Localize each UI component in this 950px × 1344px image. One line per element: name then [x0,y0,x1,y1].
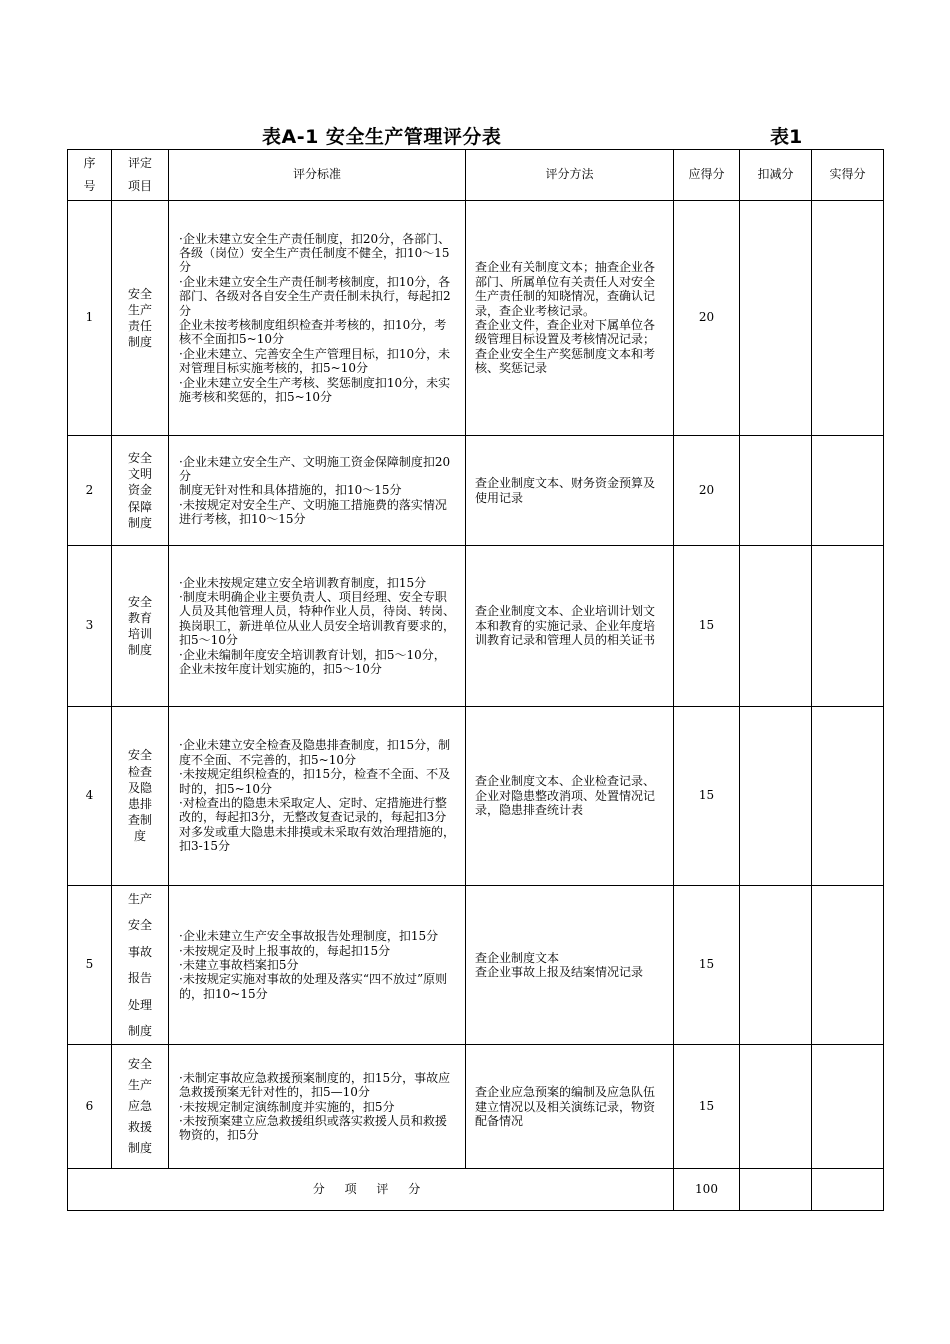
summary-deduct[interactable] [740,1169,812,1211]
row-due: 15 [674,886,740,1045]
row-actual[interactable] [812,436,884,546]
scoring-table [67,149,884,1211]
row-item: 安全 文明 资金 保障 制度 [112,436,169,546]
row-method: 查企业制度文本、企业培训计划文本和教育的实施记录、企业年度培训教育记录和管理人员的相关证书 [466,546,674,707]
summary-actual[interactable] [812,1169,884,1211]
row-deduct[interactable] [740,546,812,707]
summary-label: 分 项 评 分 [68,1169,674,1211]
row-actual[interactable] [812,201,884,436]
row-due: 15 [674,1045,740,1169]
row-actual[interactable] [812,886,884,1045]
header-row [68,150,884,201]
header-deduct: 扣减分 [740,150,812,201]
row-criteria: ·企业未建立安全生产责任制度，扣20分，各部门、各级（岗位）安全生产责任制度不健全，扣10～15分 ·企业未建立安全生产责任制考核制度，扣10分，各部门、各级对各自安全生产责任制未执行，每起扣2分 企业未按考核制度组织检查并考核的，扣10分，考核不全面扣5~10分 ·企业未建立、完善安全生产管理目标，扣10分，未对管理目标实施考核的，扣5~10分 ·企业未建立安全生产考核、奖惩制度扣10分，未实施考核和奖惩的，扣5~10分 [169,201,466,436]
row-deduct[interactable] [740,886,812,1045]
row-actual[interactable] [812,707,884,886]
row-seq: 4 [68,707,112,886]
row-criteria: ·企业未建立生产安全事故报告处理制度，扣15分 ·未按规定及时上报事故的，每起扣15分 ·未建立事故档案扣5分 ·未按规定实施对事故的处理及落实“四不放过”原则的，扣10~15分 [169,886,466,1045]
row-seq: 6 [68,1045,112,1169]
header-criteria: 评分标准 [169,150,466,201]
row-method: 查企业制度文本、财务资金预算及使用记录 [466,436,674,546]
row-actual[interactable] [812,1045,884,1169]
header-method: 评分方法 [466,150,674,201]
row-criteria: ·企业未建立安全生产、文明施工资金保障制度扣20分 制度无针对性和具体措施的，扣10～15分 ·未按规定对安全生产、文明施工措施费的落实情况进行考核，扣10～15分 [169,436,466,546]
row-criteria: ·企业未按规定建立安全培训教育制度，扣15分 ·制度未明确企业主要负责人、项目经理、安全专职人员及其他管理人员，特种作业人员，待岗、转岗、换岗职工，新进单位从业人员安全培训教育要求的，扣5～10分 ·企业未编制年度安全培训教育计划，扣5～10分，企业未按年度计划实施的，扣5～10分 [169,546,466,707]
row-due: 15 [674,707,740,886]
row-due: 20 [674,201,740,436]
row-method: 查企业有关制度文本；抽查企业各部门、所属单位有关责任人对安全生产责任制的知晓情况，查确认记录，查企业考核记录。 查企业文件，查企业对下属单位各级管理目标设置及考核情况记录；查企业安全生产奖惩制度文本和考核、奖惩记录 [466,201,674,436]
row-method: 查企业制度文本、企业检查记录、企业对隐患整改消项、处置情况记录，隐患排查统计表 [466,707,674,886]
row-seq: 3 [68,546,112,707]
table-row [68,1045,884,1169]
row-due: 20 [674,436,740,546]
summary-row [68,1169,884,1211]
table-number: 表1 [770,126,803,148]
row-seq: 1 [68,201,112,436]
row-item: 生产 安全 事故 报告 处理 制度 [112,886,169,1045]
table-row [68,707,884,886]
row-item: 安全 生产 责任 制度 [112,201,169,436]
row-deduct[interactable] [740,1045,812,1169]
header-actual: 实得分 [812,150,884,201]
row-deduct[interactable] [740,436,812,546]
row-seq: 5 [68,886,112,1045]
row-item: 安全 教育 培训 制度 [112,546,169,707]
row-item: 安全 检查 及隐 患排 查制 度 [112,707,169,886]
row-criteria: ·未制定事故应急救援预案制度的，扣15分，事故应急救援预案无针对性的，扣5—10分 ·未按规定制定演练制度并实施的，扣5分 ·未按预案建立应急救援组织或落实救援人员和救援物资的，扣5分 [169,1045,466,1169]
table-row [68,546,884,707]
row-due: 15 [674,546,740,707]
row-criteria: ·企业未建立安全检查及隐患排查制度，扣15分，制度不全面、不完善的，扣5~10分 ·未按规定组织检查的，扣15分，检查不全面、不及时的，扣5~10分 ·对检查出的隐患未采取定人、定时、定措施进行整改的，每起扣3分，无整改复查记录的，每起扣3分 对多发或重大隐患未排摸或未采取有效治理措施的，扣3-15分 [169,707,466,886]
row-item: 安全 生产 应急 救援 制度 [112,1045,169,1169]
table-row [68,436,884,546]
summary-due: 100 [674,1169,740,1211]
row-deduct[interactable] [740,707,812,886]
row-deduct[interactable] [740,201,812,436]
row-method: 查企业制度文本 查企业事故上报及结案情况记录 [466,886,674,1045]
header-seq: 序 号 [68,150,112,201]
table-row [68,886,884,1045]
row-actual[interactable] [812,546,884,707]
header-due: 应得分 [674,150,740,201]
table-row [68,201,884,436]
row-method: 查企业应急预案的编制及应急队伍建立情况以及相关演练记录，物资配备情况 [466,1045,674,1169]
page-title: 表A-1 安全生产管理评分表 [262,126,502,148]
header-item: 评定 项目 [112,150,169,201]
row-seq: 2 [68,436,112,546]
